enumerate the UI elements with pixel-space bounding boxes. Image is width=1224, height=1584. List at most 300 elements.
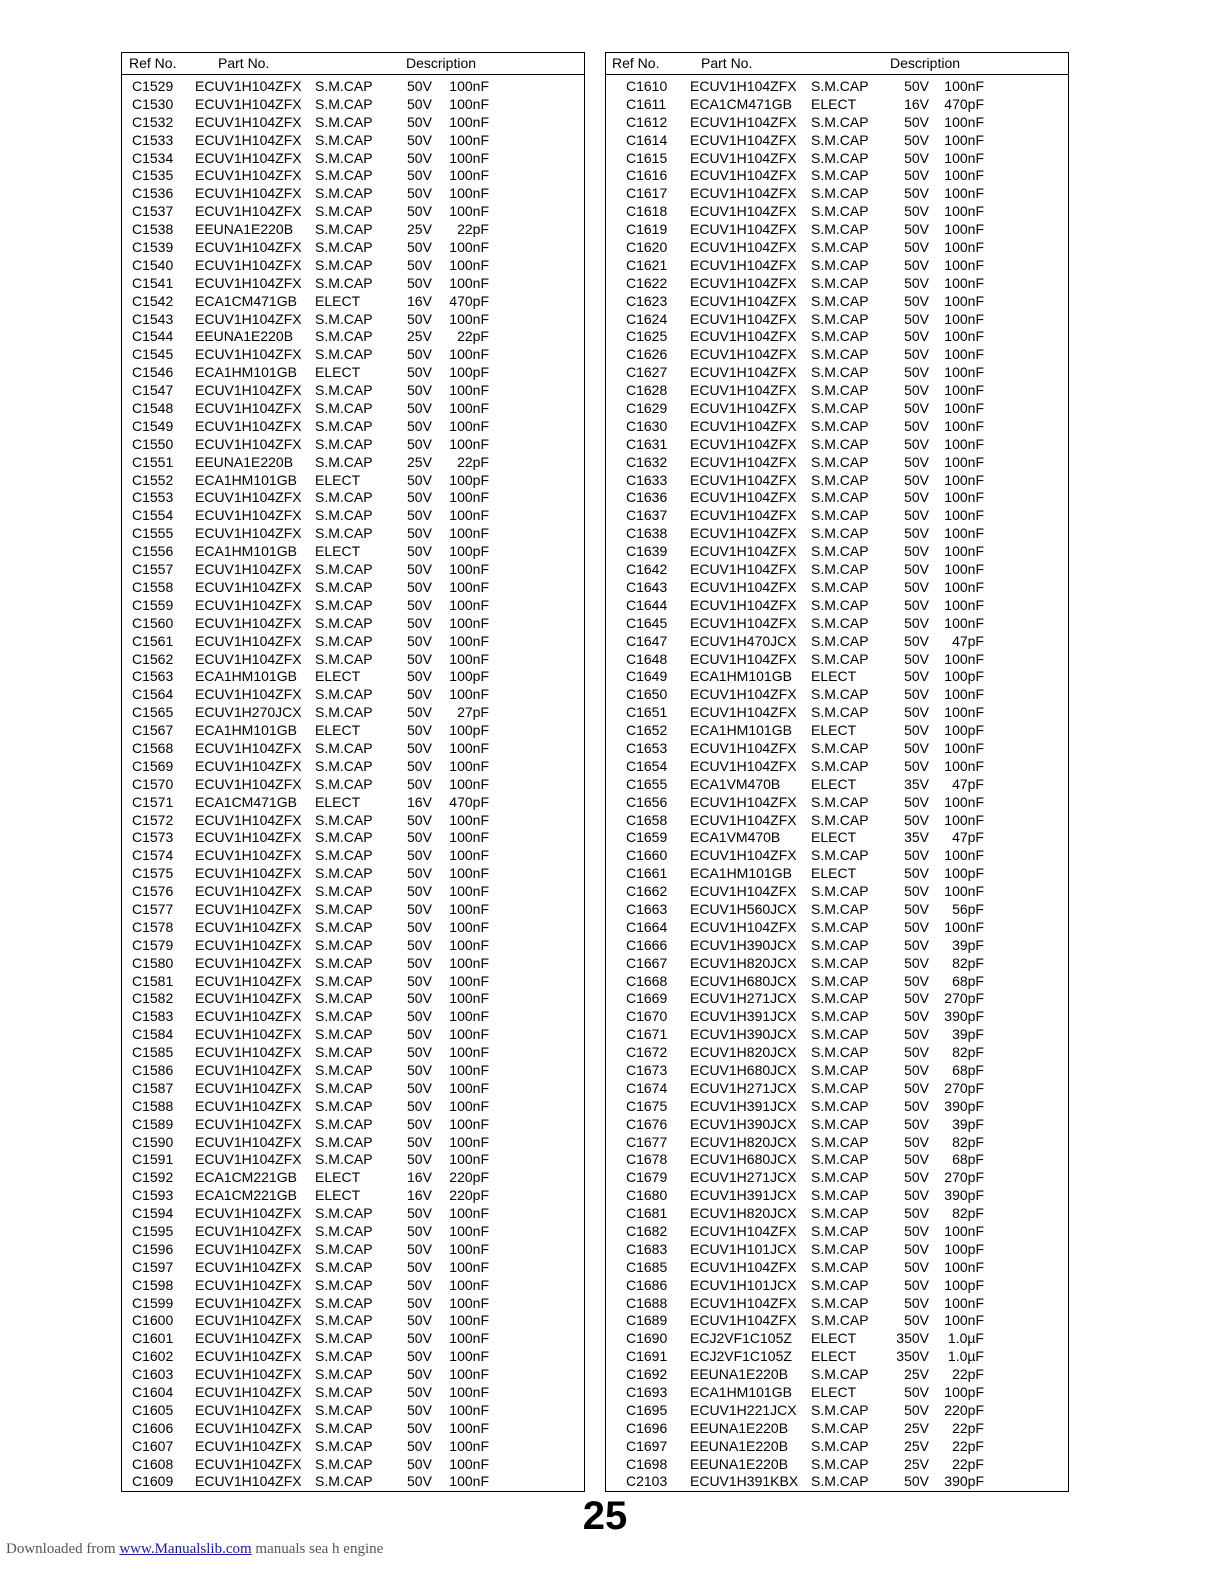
cell-value: 100nF [944, 78, 984, 94]
cell-part-no: ECUV1H104ZFX [195, 167, 302, 184]
cell-value: 100nF [449, 1044, 489, 1061]
cell-type: S.M.CAP [811, 471, 869, 488]
cell-value: 220pF [449, 1169, 489, 1186]
cell-value: 100nF [944, 561, 984, 578]
cell-type: S.M.CAP [811, 113, 869, 130]
cell-part-no: ECUV1H104ZFX [195, 1097, 302, 1114]
cell-value: 47pF [952, 829, 984, 846]
cell-voltage: 50V [904, 990, 929, 1007]
cell-value: 100nF [944, 328, 984, 345]
cell-value: 100nF [449, 918, 489, 935]
cell-part-no: ECUV1H104ZFX [690, 489, 797, 506]
cell-type: S.M.CAP [315, 78, 373, 94]
cell-type: S.M.CAP [811, 1151, 869, 1168]
cell-type: S.M.CAP [811, 292, 869, 309]
cell-value: 100nF [449, 632, 489, 649]
cell-value: 22pF [952, 1455, 984, 1472]
cell-ref-no: C1594 [132, 1205, 174, 1222]
table-row [606, 1044, 1068, 1062]
cell-ref-no: C1574 [132, 847, 174, 864]
table-row [122, 955, 584, 973]
cell-value: 100nF [449, 1276, 489, 1293]
cell-voltage: 50V [904, 382, 929, 399]
cell-part-no: ECA1CM471GB [690, 95, 792, 112]
cell-value: 270pF [944, 1079, 984, 1096]
cell-ref-no: C1546 [132, 364, 174, 381]
cell-part-no: ECUV1H271JCX [690, 1079, 797, 1096]
table-row [606, 794, 1068, 812]
cell-part-no: ECUV1H101JCX [690, 1276, 797, 1293]
cell-value: 100nF [449, 578, 489, 595]
cell-ref-no: C1674 [626, 1079, 668, 1096]
cell-ref-no: C1556 [132, 543, 174, 560]
cell-value: 100nF [944, 686, 984, 703]
cell-part-no: ECUV1H104ZFX [195, 1133, 302, 1150]
cell-type: S.M.CAP [811, 739, 869, 756]
table-row [122, 203, 584, 221]
cell-value: 390pF [944, 1473, 984, 1490]
cell-part-no: ECUV1H104ZFX [195, 1401, 302, 1418]
cell-voltage: 50V [904, 489, 929, 506]
table-row [606, 919, 1068, 937]
cell-voltage: 50V [407, 954, 432, 971]
cell-part-no: ECUV1H104ZFX [195, 1008, 302, 1025]
cell-type: S.M.CAP [315, 1133, 373, 1150]
cell-value: 100nF [449, 525, 489, 542]
cell-value: 100pF [449, 364, 489, 381]
cell-type: S.M.CAP [315, 1097, 373, 1114]
cell-value: 100nF [944, 239, 984, 256]
cell-value: 100nF [449, 185, 489, 202]
cell-ref-no: C1549 [132, 417, 174, 434]
cell-ref-no: C1660 [626, 847, 668, 864]
table-row [122, 364, 584, 382]
cell-voltage: 50V [904, 722, 929, 739]
cell-type: S.M.CAP [315, 918, 373, 935]
cell-value: 100nF [449, 310, 489, 327]
table-header [606, 53, 1068, 75]
cell-type: S.M.CAP [315, 95, 373, 112]
cell-ref-no: C1609 [132, 1473, 174, 1490]
cell-ref-no: C1628 [626, 382, 668, 399]
cell-part-no: ECUV1H221JCX [690, 1401, 797, 1418]
table-row [122, 1169, 584, 1187]
cell-type: ELECT [811, 1348, 857, 1365]
table-row [606, 418, 1068, 436]
cell-voltage: 50V [407, 1455, 432, 1472]
table-row [606, 257, 1068, 275]
cell-type: S.M.CAP [315, 578, 373, 595]
cell-ref-no: C1697 [626, 1437, 668, 1454]
cell-type: S.M.CAP [315, 704, 373, 721]
cell-value: 100nF [449, 131, 489, 148]
cell-type: ELECT [811, 1384, 857, 1401]
cell-value: 39pF [952, 1115, 984, 1132]
cell-voltage: 50V [904, 346, 929, 363]
cell-type: S.M.CAP [315, 1044, 373, 1061]
cell-voltage: 50V [904, 1276, 929, 1293]
cell-part-no: ECA1HM101GB [195, 543, 297, 560]
cell-voltage: 50V [904, 847, 929, 864]
cell-type: S.M.CAP [315, 650, 373, 667]
cell-ref-no: C1637 [626, 507, 668, 524]
cell-voltage: 50V [407, 1240, 432, 1257]
table-row [122, 829, 584, 847]
cell-part-no: ECUV1H104ZFX [690, 203, 797, 220]
cell-type: S.M.CAP [315, 972, 373, 989]
table-row [122, 346, 584, 364]
cell-voltage: 50V [904, 310, 929, 327]
cell-voltage: 50V [904, 632, 929, 649]
cell-part-no: ECUV1H104ZFX [195, 310, 302, 327]
table-row [122, 740, 584, 758]
cell-value: 100nF [944, 435, 984, 452]
cell-type: S.M.CAP [315, 1473, 373, 1490]
cell-ref-no: C1647 [626, 632, 668, 649]
table-row [606, 543, 1068, 561]
cell-part-no: ECUV1H104ZFX [195, 185, 302, 202]
cell-voltage: 25V [407, 328, 432, 345]
cell-value: 100nF [944, 256, 984, 273]
cell-ref-no: C1632 [626, 453, 668, 470]
cell-part-no: ECUV1H391JCX [690, 1008, 797, 1025]
parts-table-left [121, 52, 585, 1492]
cell-value: 390pF [944, 1097, 984, 1114]
cell-voltage: 50V [904, 1312, 929, 1329]
table-row [122, 579, 584, 597]
cell-ref-no: C1605 [132, 1401, 174, 1418]
table-row [606, 1098, 1068, 1116]
cell-part-no: ECUV1H104ZFX [195, 936, 302, 953]
cell-value: 100pF [449, 543, 489, 560]
cell-ref-no: C1670 [626, 1008, 668, 1025]
cell-value: 100nF [449, 203, 489, 220]
cell-voltage: 50V [407, 471, 432, 488]
cell-part-no: ECUV1H104ZFX [195, 131, 302, 148]
cell-ref-no: C1690 [626, 1330, 668, 1347]
table-row [606, 78, 1068, 96]
cell-part-no: ECUV1H104ZFX [690, 507, 797, 524]
cell-part-no: ECUV1H104ZFX [690, 847, 797, 864]
cell-part-no: ECUV1H391KBX [690, 1473, 799, 1490]
cell-value: 100nF [449, 686, 489, 703]
cell-type: S.M.CAP [811, 310, 869, 327]
cell-part-no: ECUV1H104ZFX [195, 113, 302, 130]
header-ref-no: Ref No. [129, 55, 177, 71]
cell-part-no: ECUV1H104ZFX [690, 578, 797, 595]
cell-type: S.M.CAP [811, 328, 869, 345]
cell-voltage: 16V [407, 793, 432, 810]
table-row [122, 1026, 584, 1044]
cell-voltage: 50V [407, 1079, 432, 1096]
table-row [606, 1420, 1068, 1438]
table-row [122, 1348, 584, 1366]
table-body [122, 78, 584, 1491]
cell-value: 100pF [944, 865, 984, 882]
cell-voltage: 50V [904, 1240, 929, 1257]
cell-part-no: ECUV1H104ZFX [195, 739, 302, 756]
cell-value: 27pF [457, 704, 489, 721]
cell-part-no: ECUV1H104ZFX [690, 793, 797, 810]
cell-type: S.M.CAP [811, 1419, 869, 1436]
cell-ref-no: C1624 [626, 310, 668, 327]
cell-type: S.M.CAP [315, 1205, 373, 1222]
table-row [122, 1384, 584, 1402]
cell-voltage: 50V [407, 1061, 432, 1078]
cell-ref-no: C1538 [132, 221, 174, 238]
cell-type: S.M.CAP [811, 1276, 869, 1293]
cell-ref-no: C1693 [626, 1384, 668, 1401]
table-row [606, 1205, 1068, 1223]
table-row [122, 1098, 584, 1116]
cell-part-no: ECUV1H104ZFX [195, 632, 302, 649]
cell-ref-no: C1654 [626, 757, 668, 774]
cell-voltage: 50V [407, 113, 432, 130]
table-row [122, 1062, 584, 1080]
cell-voltage: 50V [407, 1205, 432, 1222]
cell-voltage: 50V [904, 149, 929, 166]
cell-part-no: ECA1CM471GB [195, 292, 297, 309]
cell-ref-no: C1532 [132, 113, 174, 130]
cell-part-no: ECA1VM470B [690, 829, 781, 846]
cell-part-no: ECUV1H104ZFX [195, 1061, 302, 1078]
cell-ref-no: C1550 [132, 435, 174, 452]
cell-type: S.M.CAP [811, 757, 869, 774]
table-row [606, 364, 1068, 382]
table-row [606, 597, 1068, 615]
cell-ref-no: C1599 [132, 1294, 174, 1311]
cell-ref-no: C1639 [626, 543, 668, 560]
cell-value: 100nF [449, 1455, 489, 1472]
cell-type: S.M.CAP [315, 221, 373, 238]
cell-ref-no: C1651 [626, 704, 668, 721]
table-row [122, 1241, 584, 1259]
table-row [122, 472, 584, 490]
cell-type: S.M.CAP [811, 78, 869, 94]
table-row [122, 436, 584, 454]
cell-voltage: 50V [904, 972, 929, 989]
cell-type: S.M.CAP [811, 793, 869, 810]
cell-ref-no: C1616 [626, 167, 668, 184]
cell-voltage: 50V [904, 1187, 929, 1204]
table-row [606, 1062, 1068, 1080]
cell-value: 100nF [449, 847, 489, 864]
cell-part-no: ECUV1H104ZFX [690, 167, 797, 184]
cell-voltage: 50V [407, 1401, 432, 1418]
table-row [122, 812, 584, 830]
cell-value: 100nF [944, 113, 984, 130]
table-row [606, 114, 1068, 132]
table-row [606, 704, 1068, 722]
cell-part-no: EEUNA1E220B [690, 1455, 789, 1472]
cell-ref-no: C1600 [132, 1312, 174, 1329]
table-row [122, 1187, 584, 1205]
cell-voltage: 50V [407, 203, 432, 220]
cell-value: 100nF [944, 1223, 984, 1239]
cell-type: S.M.CAP [315, 811, 373, 828]
table-row [122, 883, 584, 901]
cell-ref-no: C1557 [132, 561, 174, 578]
table-row [122, 382, 584, 400]
cell-value: 100nF [944, 918, 984, 935]
table-row [122, 919, 584, 937]
cell-ref-no: C1638 [626, 525, 668, 542]
table-row [122, 96, 584, 114]
table-row [122, 489, 584, 507]
cell-ref-no: C1601 [132, 1330, 174, 1347]
cell-part-no: ECA1HM101GB [195, 471, 297, 488]
cell-part-no: ECA1HM101GB [690, 1384, 792, 1401]
cell-voltage: 50V [904, 274, 929, 291]
cell-value: 100nF [449, 1384, 489, 1401]
cell-value: 100nF [944, 757, 984, 774]
table-row [606, 937, 1068, 955]
cell-part-no: ECUV1H104ZFX [195, 596, 302, 613]
table-row [122, 1312, 584, 1330]
cell-part-no: ECUV1H820JCX [690, 1205, 797, 1222]
table-row [606, 955, 1068, 973]
cell-voltage: 50V [407, 1419, 432, 1436]
cell-voltage: 50V [407, 274, 432, 291]
cell-part-no: ECUV1H104ZFX [690, 561, 797, 578]
cell-ref-no: C1644 [626, 596, 668, 613]
footer-suffix: manuals sea h engine [251, 1541, 384, 1557]
cell-ref-no: C1629 [626, 400, 668, 417]
cell-part-no: ECUV1H104ZFX [690, 417, 797, 434]
cell-ref-no: C1552 [132, 471, 174, 488]
cell-ref-no: C1698 [626, 1455, 668, 1472]
cell-ref-no: C1679 [626, 1169, 668, 1186]
cell-voltage: 50V [407, 1223, 432, 1239]
cell-voltage: 50V [407, 1258, 432, 1275]
cell-type: S.M.CAP [315, 525, 373, 542]
cell-type: S.M.CAP [315, 1079, 373, 1096]
cell-value: 68pF [952, 1061, 984, 1078]
table-row [122, 1330, 584, 1348]
cell-value: 100nF [449, 382, 489, 399]
table-row [606, 812, 1068, 830]
cell-type: S.M.CAP [315, 1384, 373, 1401]
table-row [122, 1259, 584, 1277]
table-row [606, 883, 1068, 901]
cell-part-no: ECUV1H104ZFX [195, 1044, 302, 1061]
cell-type: S.M.CAP [811, 1079, 869, 1096]
cell-value: 100nF [449, 95, 489, 112]
cell-type: S.M.CAP [811, 1401, 869, 1418]
cell-part-no: ECUV1H104ZFX [195, 847, 302, 864]
cell-part-no: ECUV1H104ZFX [690, 274, 797, 291]
cell-type: S.M.CAP [811, 453, 869, 470]
cell-voltage: 50V [904, 471, 929, 488]
table-row [122, 1205, 584, 1223]
table-row [606, 651, 1068, 669]
cell-value: 100nF [449, 78, 489, 94]
cell-value: 100nF [944, 811, 984, 828]
cell-part-no: ECUV1H104ZFX [690, 453, 797, 470]
cell-part-no: ECUV1H104ZFX [690, 1258, 797, 1275]
cell-ref-no: C1696 [626, 1419, 668, 1436]
cell-part-no: ECUV1H104ZFX [195, 346, 302, 363]
cell-voltage: 50V [904, 793, 929, 810]
cell-voltage: 50V [407, 596, 432, 613]
cell-type: S.M.CAP [315, 1401, 373, 1418]
cell-voltage: 50V [407, 1276, 432, 1293]
cell-type: S.M.CAP [811, 650, 869, 667]
table-row [606, 901, 1068, 919]
cell-type: S.M.CAP [811, 954, 869, 971]
cell-type: S.M.CAP [811, 435, 869, 452]
cell-part-no: ECUV1H104ZFX [195, 1330, 302, 1347]
table-row [606, 776, 1068, 794]
cell-part-no: ECUV1H104ZFX [195, 256, 302, 273]
cell-part-no: ECUV1H104ZFX [690, 1294, 797, 1311]
cell-part-no: ECUV1H104ZFX [195, 990, 302, 1007]
table-row [122, 633, 584, 651]
table-row [606, 1312, 1068, 1330]
table-row [606, 1277, 1068, 1295]
table-row [122, 1008, 584, 1026]
cell-part-no: ECUV1H270JCX [195, 704, 302, 721]
manualslib-link[interactable]: www.Manualslib.com [119, 1541, 252, 1557]
cell-type: S.M.CAP [811, 1115, 869, 1132]
table-row [122, 167, 584, 185]
cell-value: 100nF [944, 525, 984, 542]
cell-voltage: 50V [904, 739, 929, 756]
cell-value: 100pF [944, 1276, 984, 1293]
table-row [606, 633, 1068, 651]
cell-value: 100nF [449, 739, 489, 756]
table-row [606, 1151, 1068, 1169]
cell-voltage: 50V [904, 900, 929, 917]
cell-voltage: 50V [407, 382, 432, 399]
cell-voltage: 50V [904, 1008, 929, 1025]
cell-ref-no: C1681 [626, 1205, 668, 1222]
table-row [606, 1259, 1068, 1277]
table-row [122, 400, 584, 418]
header-description: Description [890, 55, 961, 71]
cell-part-no: ECUV1H104ZFX [195, 382, 302, 399]
cell-part-no: ECUV1H104ZFX [195, 757, 302, 774]
cell-part-no: ECUV1H104ZFX [195, 614, 302, 631]
cell-voltage: 50V [904, 328, 929, 345]
table-row [606, 382, 1068, 400]
cell-value: 100nF [449, 167, 489, 184]
table-row [606, 561, 1068, 579]
cell-type: S.M.CAP [811, 811, 869, 828]
cell-type: S.M.CAP [315, 1223, 373, 1239]
cell-type: S.M.CAP [315, 1258, 373, 1275]
cell-part-no: ECUV1H820JCX [690, 1044, 797, 1061]
table-row [122, 1402, 584, 1420]
cell-part-no: ECUV1H104ZFX [195, 954, 302, 971]
cell-part-no: ECA1HM101GB [690, 865, 792, 882]
cell-part-no: ECUV1H104ZFX [195, 417, 302, 434]
cell-type: S.M.CAP [315, 328, 373, 345]
table-row [606, 1384, 1068, 1402]
cell-ref-no: C1612 [626, 113, 668, 130]
footer-prefix: Downloaded from [6, 1541, 120, 1557]
cell-voltage: 50V [904, 1061, 929, 1078]
table-row [606, 579, 1068, 597]
cell-part-no: ECUV1H104ZFX [690, 239, 797, 256]
cell-part-no: ECUV1H104ZFX [690, 185, 797, 202]
cell-ref-no: C1541 [132, 274, 174, 291]
cell-ref-no: C1680 [626, 1187, 668, 1204]
cell-ref-no: C1560 [132, 614, 174, 631]
cell-voltage: 350V [896, 1330, 929, 1347]
cell-part-no: ECUV1H271JCX [690, 1169, 797, 1186]
cell-value: 100nF [449, 650, 489, 667]
